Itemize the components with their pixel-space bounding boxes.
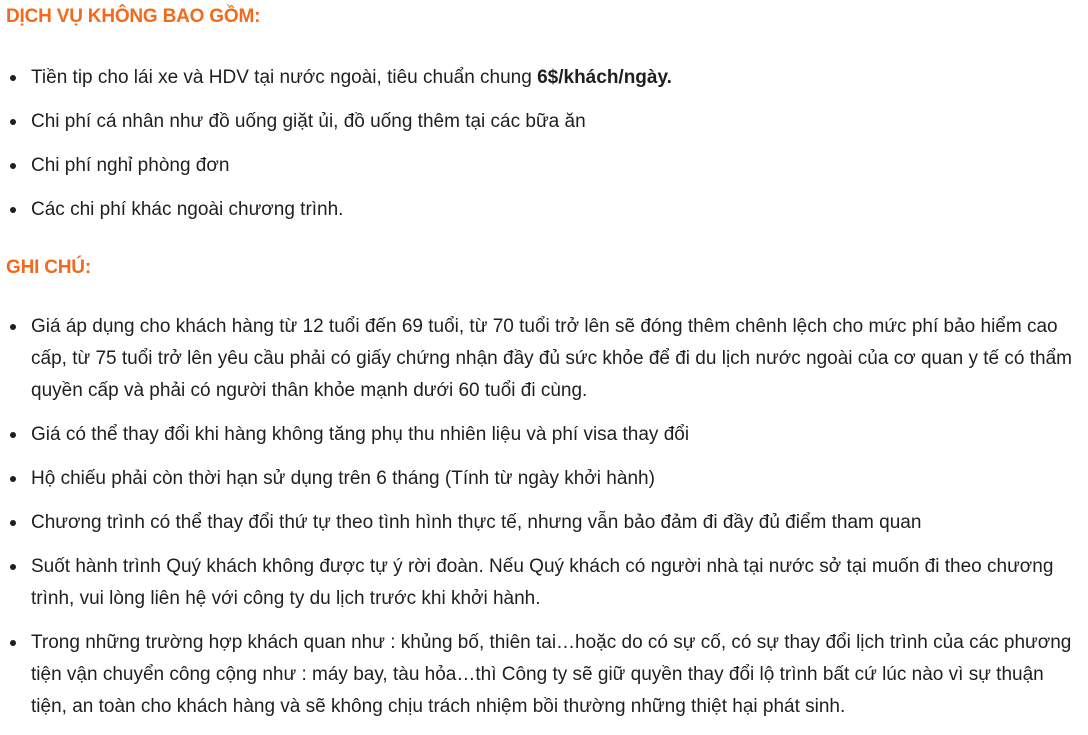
bullet-icon (10, 432, 16, 438)
list-item-text: Suốt hành trình Quý khách không được tự ý rời đoàn. Nếu Quý khách có người nhà tại nước sở tại muốn đi theo chương trình, vui lòng liên hệ với công ty du lịch trước khi khởi hành. (31, 556, 1054, 609)
bullet-icon (10, 476, 16, 482)
list-item (0, 106, 1080, 138)
list-item-text: Các chi phí khác ngoài chương trình. (31, 199, 344, 220)
bullet-icon (10, 207, 16, 213)
list-item (0, 551, 1080, 615)
list-item (0, 463, 1080, 495)
list-item-text: Giá có thể thay đổi khi hàng không tăng phụ thu nhiên liệu và phí visa thay đổi (31, 424, 690, 445)
notes-heading: GHI CHÚ: (6, 257, 91, 278)
bullet-icon (10, 564, 16, 570)
bullet-icon (10, 640, 16, 646)
list-item (0, 150, 1080, 182)
list-item (0, 419, 1080, 451)
excluded-services-heading: DỊCH VỤ KHÔNG BAO GỒM: (6, 6, 261, 27)
list-item (0, 507, 1080, 539)
list-item (0, 311, 1080, 407)
bullet-icon (10, 324, 16, 330)
tip-amount: 6$/khách/ngày. (537, 67, 672, 88)
list-item-text: Chi phí cá nhân như đồ uống giặt ủi, đồ uống thêm tại các bữa ăn (31, 111, 586, 132)
list-item-text: Giá áp dụng cho khách hàng từ 12 tuổi đến 69 tuổi, từ 70 tuổi trở lên sẽ đóng thêm chênh lệch cho mức phí bảo hiểm cao cấp, từ 75 tuổi trở lên yêu cầu phải có giấy chứng nhận đầy đủ sức khỏe để đi du lịch nước ngoài của cơ quan y tế có thẩm quyền cấp và phải có người thân khỏe mạnh dưới 60 tuổi đi cùng. (31, 316, 1072, 401)
list-item-text: Chi phí nghỉ phòng đơn (31, 155, 230, 176)
notes-list (0, 311, 1080, 735)
bullet-icon (10, 75, 16, 81)
excluded-services-list (0, 62, 1080, 238)
list-item (0, 62, 1080, 94)
list-item-text: Chương trình có thể thay đổi thứ tự theo tình hình thực tế, nhưng vẫn bảo đảm đi đầy đủ điểm tham quan (31, 512, 922, 533)
list-item-text: Trong những trường hợp khách quan như : khủng bố, thiên tai…hoặc do có sự cố, có sự thay đổi lịch trình của các phương tiện vận chuyển công cộng như : máy bay, tàu hỏa…thì Công ty sẽ giữ quyền thay đổi lộ trình bất cứ lúc nào vì sự thuận tiện, an toàn cho khách hàng và sẽ không chịu trách nhiệm bồi thường những thiệt hại phát sinh. (31, 632, 1072, 717)
bullet-icon (10, 163, 16, 169)
list-item-text: Hộ chiếu phải còn thời hạn sử dụng trên 6 tháng (Tính từ ngày khởi hành) (31, 468, 655, 489)
bullet-icon (10, 119, 16, 125)
bullet-icon (10, 520, 16, 526)
list-item-text: Tiền tip cho lái xe và HDV tại nước ngoài, tiêu chuẩn chung (31, 67, 538, 88)
list-item (0, 627, 1080, 723)
list-item (0, 194, 1080, 226)
